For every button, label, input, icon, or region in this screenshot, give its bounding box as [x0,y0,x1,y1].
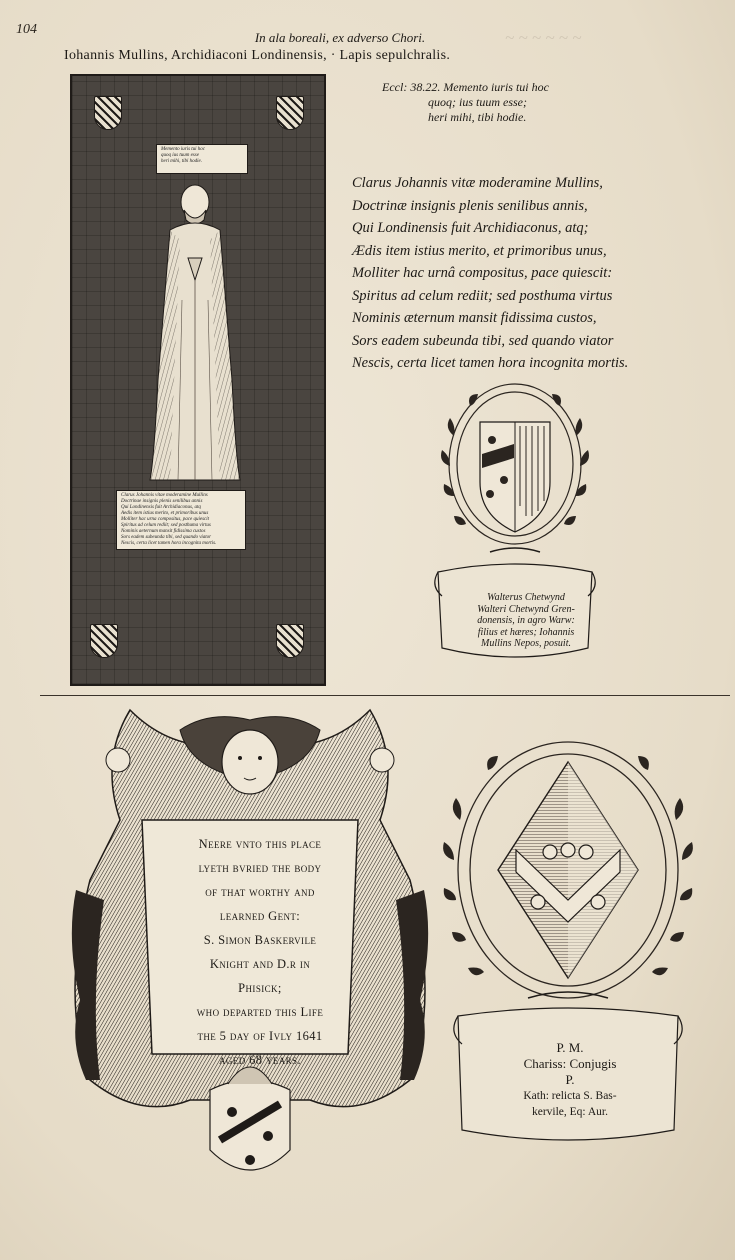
chetwynd-scroll-text [466,592,586,650]
title-caption: Iohannis Mullins, Archidiaconi Londinensis, · Lapis sepulchralis. [64,48,451,63]
show-through-text: ~ ~ ~ ~ ~ ~ [505,28,582,47]
plaque-line: Clarus Johannis vitae moderamine Mullins [121,493,208,498]
inscription-line: Knight and D.r in [209,957,311,971]
verse-line: Spiritus ad celum rediit; sed posthuma virtus [352,287,613,304]
scroll-line: Chariss: Conjugis [523,1056,617,1071]
inscription-line: S. Simon Baskervile [203,933,317,947]
verse-line: Doctrinæ insignis plenis senilibus annis, [352,197,588,214]
verse-line: Qui Londinensis fuit Archidiaconus, atq; [352,220,589,236]
brass-inscription-plate [116,490,246,550]
inscription-line: learned Gent: [219,909,301,923]
verse-line: Nominis æternum mansit fidissima custos, [352,310,597,326]
inscription-line: lyeth bvried the body [198,861,322,875]
scroll-line: P. M. [556,1040,584,1055]
inscription-line: Neere vnto this place [198,837,322,851]
reference-line: heri mihi, tibi hodie. [428,110,527,124]
priest-effigy-icon [140,180,250,490]
verse-line: Ædis item istius merito, et primoribus unus, [352,242,607,259]
scroll-line: Walterus Chetwynd [487,592,565,603]
scroll-line: P. [565,1072,575,1087]
plaque-line: quoq ius tuum esse [161,153,199,158]
wreath-scroll-text [470,1040,670,1120]
epitaph-verse [352,172,712,375]
verse-line: Molliter hac urnâ compositus, pace quiescit: [352,265,613,281]
heraldic-shield-icon [90,624,118,658]
plaque-line: Sors eadem subeunda tibi, sed quando viator [121,535,212,540]
plaque-line: Molliter hac urna compositus, pace quiescit [121,517,210,522]
plaque-line: Aedis item istius merito, et primoribus unus [121,511,209,516]
plaque-line: heri mihi, tibi hodie. [161,159,202,164]
scripture-reference [382,80,672,125]
plaque-line: Nominis aeternum mansit fidissima custos [121,529,206,534]
scroll-line: Walteri Chetwynd Gren- [477,603,575,615]
scroll-line: Mullins Nepos, posuit. [480,638,571,649]
reference-line: quoq; ius tuum esse; [428,95,527,109]
plaque-line: Memento iuris tui hoc [161,147,206,152]
inscription-line: of that worthy and [205,885,315,899]
heraldic-shield-icon [94,96,122,130]
inscription-line: Phisick; [238,981,282,995]
plaque-line: Spiritus ad celum rediit; sed posthuma virtus [121,523,211,528]
reference-line: Eccl: 38.22. Memento iuris tui hoc [382,80,549,94]
scroll-line: donensis, in agro Warw: [477,615,575,626]
monument-inscription [152,832,368,1072]
page-number: 104 [16,22,37,37]
section-divider [40,695,730,696]
heraldic-shield-icon [276,96,304,130]
verse-line: Sors eadem subeunda tibi, sed quando viator [352,332,614,349]
location-caption: In ala boreali, ex adverso Chori. [254,30,426,45]
scroll-line: filius et hæres; Iohannis [477,626,575,638]
inscription-line: the 5 day of Ivly 1641 [197,1029,323,1043]
plaque-line: Doctrinae insignis plenis senilibus annis [121,499,203,504]
brass-scroll-plaque [156,144,248,174]
heraldic-shield-icon [276,624,304,658]
scroll-line: kervile, Eq: Aur. [531,1106,608,1118]
verse-line: Clarus Johannis vitæ moderamine Mullins, [352,175,603,191]
verse-line: Nescis, certa licet tamen hora incognita mortis. [352,355,629,371]
inscription-line: aged 68 years. [219,1053,301,1067]
plaque-line: Nescis, certa licet tamen hora incognita mortis. [121,541,217,546]
plaque-line: Qui Londinensis fuit Archidiaconus, atq [121,505,201,510]
scroll-line: Kath: relicta S. Bas- [523,1090,617,1102]
inscription-line: who departed this Life [196,1005,324,1019]
